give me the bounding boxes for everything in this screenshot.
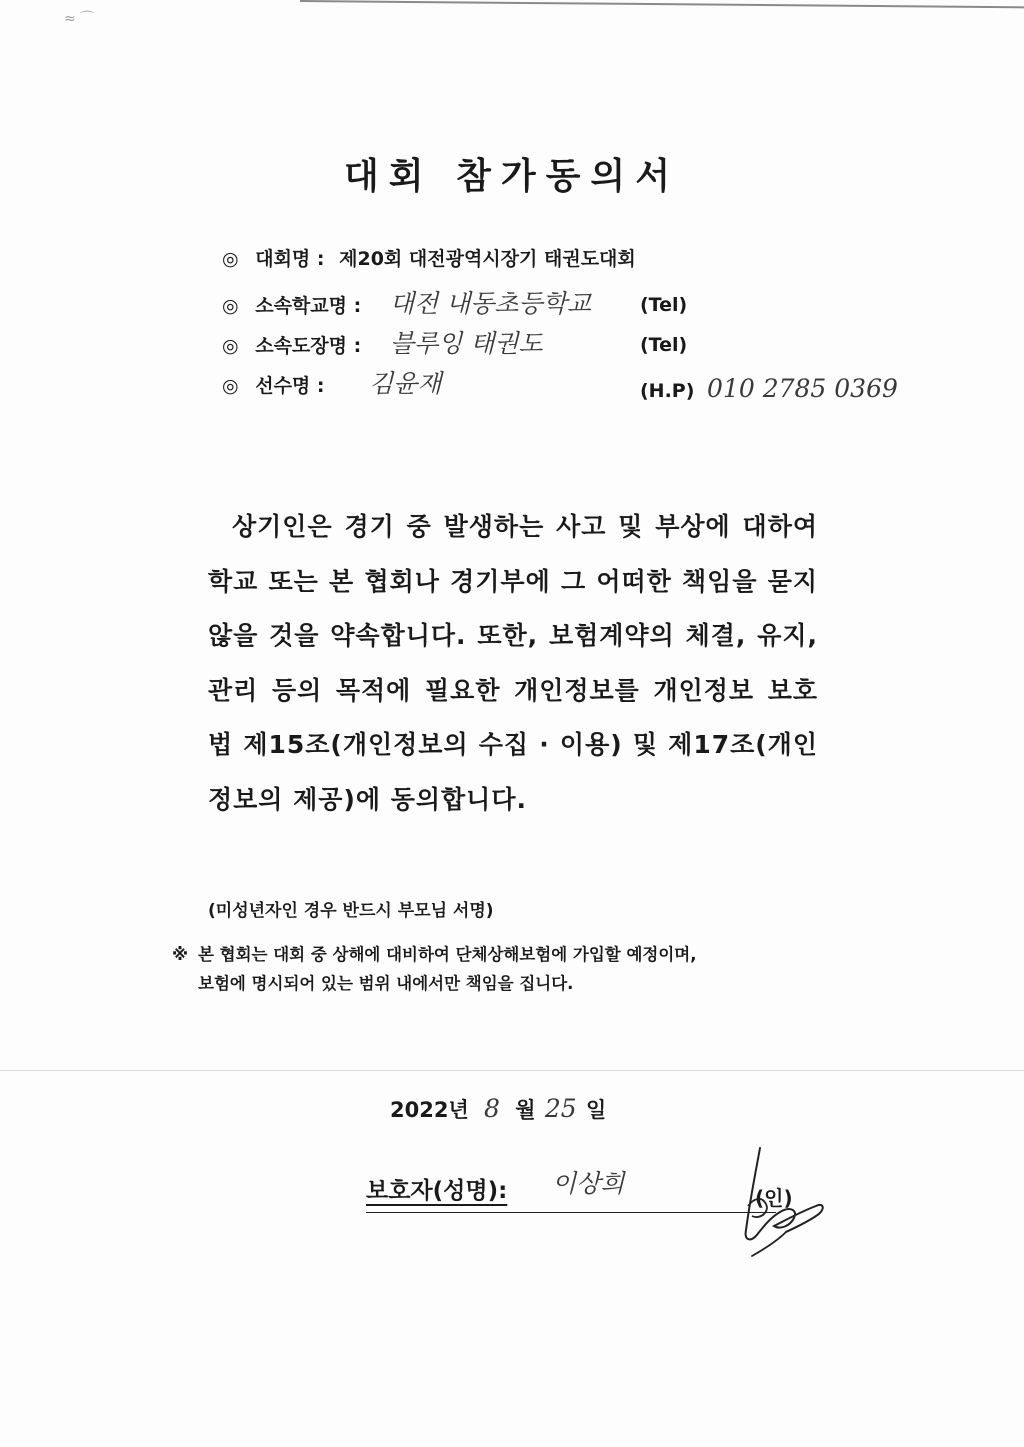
field-dojang-value: 블루잉 태권도 (389, 329, 543, 358)
athlete-phone (640, 374, 898, 403)
field-dojang-label: 소속도장명 : (255, 335, 362, 357)
bullet-icon: ◎ (222, 335, 239, 357)
minor-signature-note: (미성년자인 경우 반드시 부모님 서명) (208, 901, 494, 921)
scan-edge-line (300, 0, 1024, 8)
field-event-label: 대회명 : (255, 248, 325, 270)
field-athlete-value: 김윤재 (369, 369, 442, 398)
bullet-icon: ◎ (222, 295, 239, 317)
field-event (222, 244, 636, 278)
athlete-phone-label: (H.P) (640, 380, 695, 402)
guardian-label: 보호자(성명): (366, 1178, 508, 1204)
corner-scribble: ≈ ⌒ (64, 11, 95, 27)
bullet-icon: ◎ (222, 248, 239, 270)
guardian-block (366, 1172, 507, 1205)
date-day-label: 일 (586, 1098, 607, 1122)
field-dojang (222, 324, 543, 358)
field-school-value: 대전 내동초등학교 (389, 289, 591, 318)
signature-scribble-icon (720, 1140, 840, 1260)
field-event-value: 제20회 대전광역시장기 태권도대회 (339, 248, 636, 270)
field-school-label: 소속학교명 : (255, 295, 362, 317)
signing-date (390, 1094, 606, 1124)
school-tel-label: (Tel) (640, 294, 688, 316)
seal-mark: (인) (755, 1186, 793, 1210)
insurance-notice (172, 940, 852, 998)
field-athlete-label: 선수명 : (255, 375, 325, 397)
field-school (222, 284, 591, 318)
guardian-signature-line (366, 1212, 776, 1213)
date-year: 2022년 (390, 1098, 469, 1122)
date-day-value: 25 (544, 1094, 577, 1123)
date-month-value: 8 (484, 1094, 500, 1123)
dojang-tel-label: (Tel) (640, 334, 688, 356)
athlete-phone-value: 010 2785 0369 (707, 374, 898, 403)
reference-mark-icon: ※ (172, 945, 189, 964)
consent-statement: 상기인은 경기 중 발생하는 사고 및 부상에 대하여 학교 또는 본 협회나 경기부에 그 어떠한 책임을 묻지 않을 것을 약속합니다. 또한, 보험계약의 체결, 유지, 관리 등의 목적에 필요한 개인정보를 개인정보 보호법 제15조(개인정보의 수집 · 이용) 및 제17조(개인정보의 제공)에 동의합니다. (208, 512, 818, 814)
bullet-icon: ◎ (222, 375, 239, 397)
insurance-notice-line-2: 보험에 명시되어 있는 범위 내에서만 책임을 집니다. (198, 974, 574, 993)
insurance-notice-line-1: 본 협회는 대회 중 상해에 대비하여 단체상해보험에 가입할 예정이며, (198, 945, 697, 964)
document-title: 대회 참가동의서 (344, 156, 680, 197)
field-athlete (222, 364, 442, 398)
scan-fold-line (0, 1070, 1024, 1071)
guardian-name: 이상희 (552, 1169, 625, 1198)
date-month-label: 월 (515, 1098, 536, 1122)
